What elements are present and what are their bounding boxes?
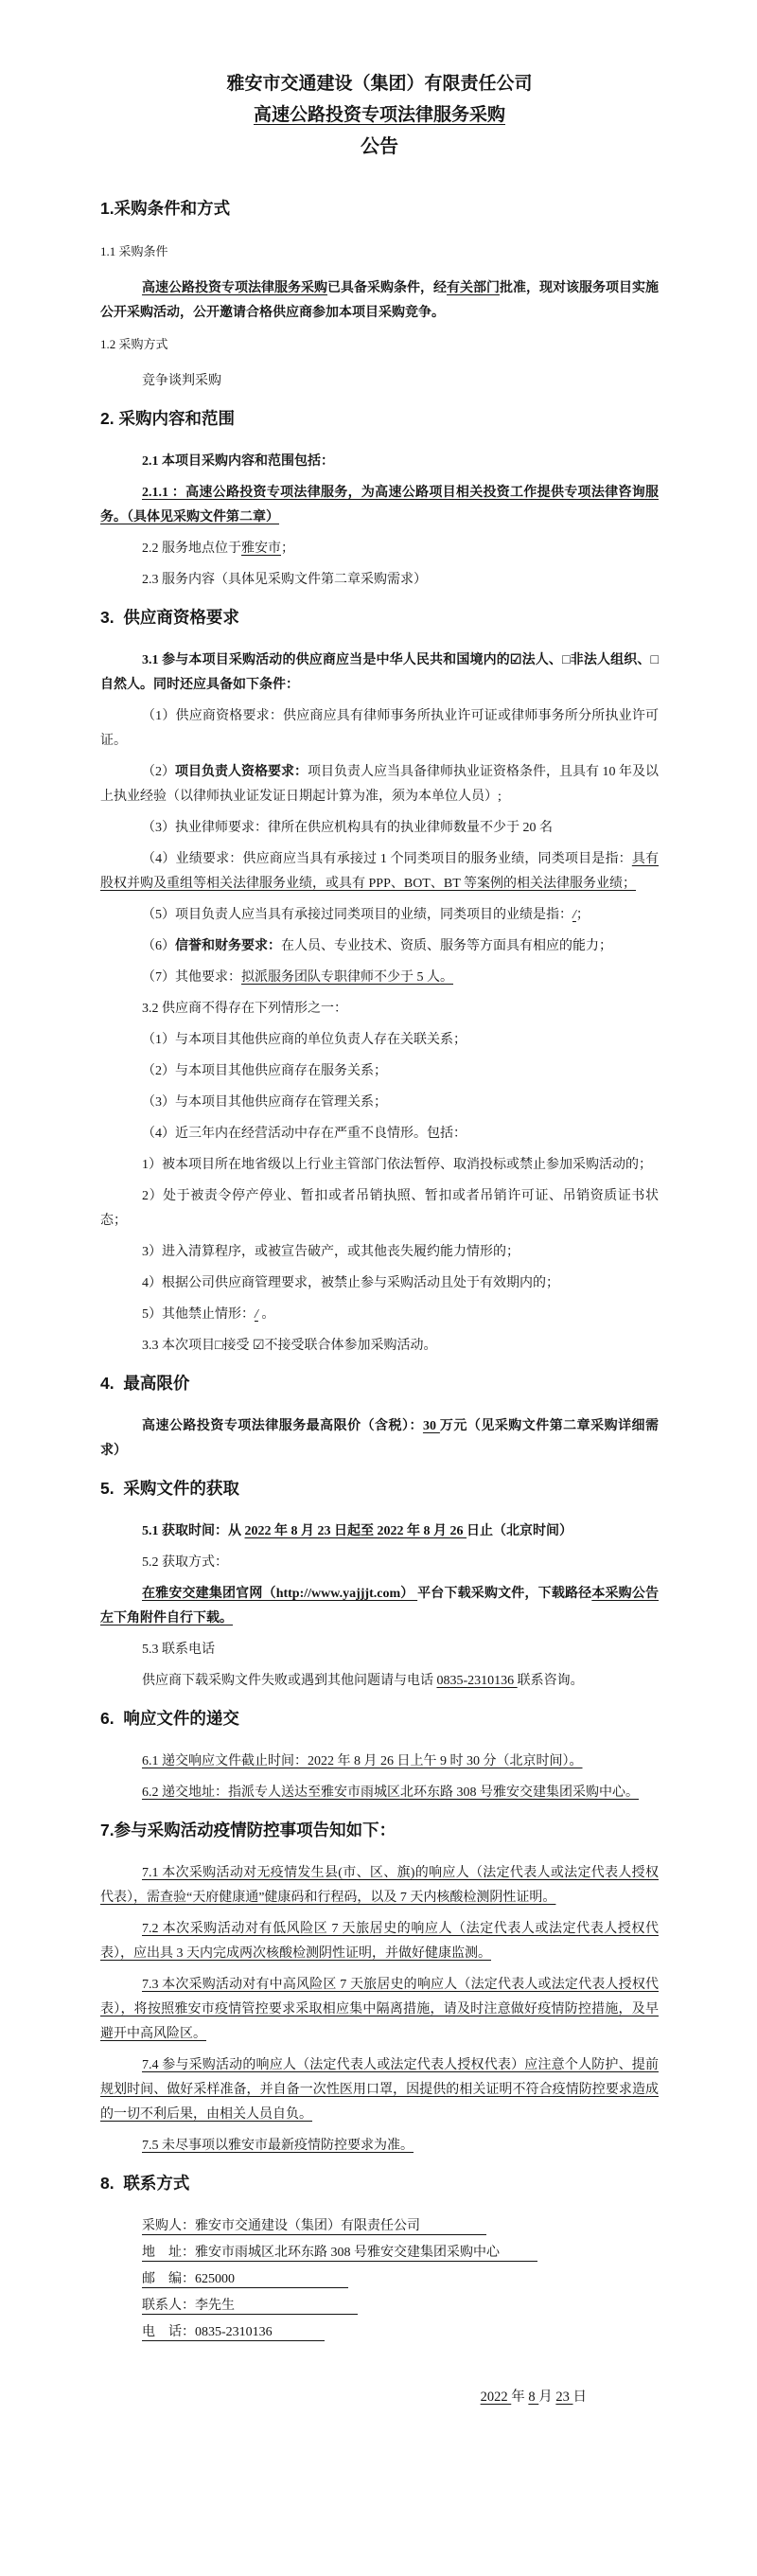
text-segment: 2.3 服务内容（具体见采购文件第二章采购需求）	[142, 573, 427, 587]
document-title-subject-line	[100, 99, 659, 131]
text-segment: 自然人。同时还应具备如下条件：	[100, 678, 299, 692]
text-segment: 2.1 本项目采购内容和范围包括：	[142, 454, 334, 469]
section-4-heading	[100, 1372, 659, 1395]
text-segment: 项目负责人应当具备律师执业证资格条件，且具有 10 年及以上执业经验（以律师执业证发证日期起计算为准，须为本单位人员）;	[100, 765, 659, 804]
clause-3-2-item-4-4	[100, 1271, 659, 1296]
text-segment: 6.1 递交响应文件截止时间：2022 年 8 月 26 日上午 9 时 30 分（北京时间）。	[142, 1754, 583, 1768]
text-segment: 3.2 供应商不得存在下列情形之一：	[142, 1002, 347, 1016]
text-segment: 法人、	[521, 653, 563, 667]
contact-postcode	[100, 2267, 659, 2292]
text-segment: 批准，现对该服务项目实施公开采购活动，公开邀请合格供应商参加本项目采购竞争。	[100, 281, 659, 320]
clause-2-2	[100, 537, 659, 561]
text-segment: 非法人组织、	[570, 653, 651, 667]
text-segment: 有关部门	[447, 281, 500, 295]
text-segment: 平台下载采购文件，下载路径	[417, 1587, 592, 1601]
text-segment: （4）业绩要求：供应商应当具有承接过 1 个同类项目的服务业绩，同类项目是指：	[142, 852, 632, 866]
text-segment: 采购人：雅安市交通建设（集团）有限责任公司	[142, 2219, 486, 2235]
text-segment: 5.2 获取方式：	[142, 1555, 228, 1570]
section-1-heading	[100, 197, 659, 221]
text-segment: 6.2 递交地址：指派专人送达至雅安市雨城区北环东路 308 号雅安交建集团采购中心。	[142, 1785, 639, 1800]
text-segment: （1）与本项目其他供应商的单位负责人存在关联关系；	[142, 1033, 467, 1047]
text-segment: 1.1 采购条件	[100, 244, 168, 258]
text-segment: 雅安市	[241, 542, 281, 556]
text-segment: 1.采购条件和方式	[100, 199, 231, 218]
text-segment: 2022	[480, 2389, 512, 2405]
text-segment: （3）与本项目其他供应商存在管理关系；	[142, 1095, 387, 1110]
contact-phone	[100, 2320, 659, 2345]
clause-1-1-text	[100, 276, 659, 326]
text-segment: （7）其他要求：	[142, 970, 241, 985]
text-segment: ；	[575, 908, 590, 922]
clause-3-1-item-7	[100, 966, 659, 990]
text-segment: /	[572, 908, 576, 922]
contact-purchaser	[100, 2214, 659, 2239]
clause-3-1-item-3	[100, 816, 659, 841]
text-segment: 7.2 本次采购活动对有低风险区 7 天旅居史的响应人（法定代表人或法定代表人授权代表），应出具 3 天内完成两次核酸检测阴性证明，并做好健康监测。	[100, 1922, 659, 1961]
clause-3-2-item-4-1	[100, 1153, 659, 1178]
clause-3-1-item-6	[100, 934, 659, 959]
text-segment: 地 址：雅安市雨城区北环东路 308 号雅安交建集团采购中心	[142, 2246, 537, 2262]
section-5-heading	[100, 1477, 659, 1501]
text-segment: 4）根据公司供应商管理要求，被禁止参与采购活动且处于有效期内的；	[142, 1276, 559, 1290]
clause-5-3-text	[100, 1669, 659, 1694]
text-segment: 4. 最高限价	[100, 1374, 190, 1393]
text-segment: 8	[528, 2389, 539, 2405]
contact-person	[100, 2294, 659, 2318]
clause-3-1-item-5	[100, 903, 659, 928]
text-segment: 7.5 未尽事项以雅安市最新疫情防控要求为准。	[142, 2139, 414, 2153]
text-segment: 5.1 获取时间：从	[142, 1524, 245, 1538]
unchecked-checkbox-icon: □	[215, 1339, 223, 1353]
clause-3-2-item-4-3	[100, 1240, 659, 1265]
text-segment: 7.参与采购活动疫情防控事项告知如下：	[100, 1821, 396, 1839]
text-segment: 2.2 服务地点位于	[142, 542, 241, 556]
text-segment: 3.3 本次项目	[142, 1339, 215, 1353]
text-segment: （1）供应商资格要求：供应商应具有律师事务所执业许可证或律师事务所分所执业许可证。	[100, 709, 659, 748]
clause-3-1-item-2	[100, 760, 659, 809]
clause-5-3-label	[100, 1638, 659, 1662]
section-2-heading	[100, 407, 659, 431]
clause-3-1	[100, 648, 659, 698]
document-title-company: 雅安市交通建设（集团）有限责任公司	[226, 74, 533, 94]
text-segment: 年	[511, 2389, 529, 2405]
text-segment: 1）被本项目所在地省级以上行业主管部门依法暂停、取消投标或禁止参加采购活动的；	[142, 1158, 652, 1172]
text-segment: 2.1.1 ：高速公路投资专项法律服务，为高速公路项目相关投资工作提供专项法律咨询服务。（具体见采购文件第二章）	[100, 486, 659, 524]
text-segment: （2）	[142, 765, 175, 779]
text-segment: （5）项目负责人应当具有承接过同类项目的业绩，同类项目的业绩是指：	[142, 908, 572, 922]
document-title-subject: 高速公路投资专项法律服务采购	[253, 105, 505, 125]
text-segment: 6. 响应文件的递交	[100, 1709, 239, 1728]
clause-3-1-item-1	[100, 704, 659, 754]
announcement-date	[100, 2385, 659, 2409]
text-segment: 月	[538, 2389, 556, 2405]
section-7-heading	[100, 1819, 659, 1842]
text-segment: 日	[572, 2389, 587, 2405]
section-3-heading	[100, 606, 659, 630]
contact-address	[100, 2241, 659, 2265]
clause-1-2-label	[100, 332, 659, 357]
text-segment: 不接受联合体参加采购活动。	[264, 1339, 437, 1353]
text-segment: 供应商下载采购文件失败或遇到其他问题请与电话	[142, 1674, 437, 1688]
text-segment: 联系人：李先生	[142, 2299, 358, 2315]
text-segment: 30	[422, 1419, 440, 1433]
clause-3-2-item-4	[100, 1122, 659, 1146]
text-segment: 23	[555, 2389, 573, 2405]
clause-3-2-item-3	[100, 1091, 659, 1115]
clause-2-3	[100, 568, 659, 593]
checked-checkbox-icon: ☑	[252, 1339, 265, 1353]
clause-5-2-text	[100, 1582, 659, 1631]
text-segment: 日止（北京时间）	[467, 1524, 572, 1538]
text-segment: （4）近三年内在经营活动中存在严重不良情形。包括：	[142, 1127, 467, 1141]
clause-6-1	[100, 1750, 659, 1774]
text-segment: ；	[281, 542, 294, 556]
text-segment: 8. 联系方式	[100, 2174, 190, 2193]
clause-3-2	[100, 997, 659, 1022]
text-segment: 2）处于被责令停产停业、暂扣或者吊销执照、暂扣或者吊销许可证、吊销资质证书状态；	[100, 1189, 659, 1228]
clause-3-2-item-1	[100, 1028, 659, 1053]
text-segment: 5.3 联系电话	[142, 1643, 215, 1657]
clause-3-2-item-4-5	[100, 1303, 659, 1327]
text-segment: 项目负责人资格要求：	[175, 765, 308, 779]
text-segment: 已具备采购条件，经	[327, 281, 447, 295]
text-segment: 2022 年 8 月 23 日起至 2022 年 8 月 26	[244, 1524, 467, 1538]
text-segment: 5. 采购文件的获取	[100, 1479, 239, 1498]
document-body	[100, 197, 659, 2409]
text-segment: 7.4 参与采购活动的响应人（法定代表人或法定代表人授权代表）应注意个人防护、提前规划时间、做好采样准备，并自备一次性医用口罩，因提供的相关证明不符合疫情防控要求造成的一切不利后果，由相关人员自负。	[100, 2058, 659, 2122]
phone-number: 0835-2310136	[436, 1674, 518, 1688]
document-title-type: 公告	[361, 136, 398, 157]
clause-3-2-item-4-2	[100, 1184, 659, 1234]
unchecked-checkbox-icon: □	[562, 653, 571, 667]
text-segment: （2）与本项目其他供应商存在服务关系；	[142, 1064, 387, 1078]
section-6-heading	[100, 1707, 659, 1731]
text-segment: 本采购公告左下角附件自行下载。	[100, 1587, 660, 1626]
checked-checkbox-icon: ☑	[509, 653, 522, 667]
clause-7-4	[100, 2053, 659, 2127]
clause-7-1	[100, 1861, 659, 1910]
text-segment: 万元（见采购文件第二章采购详细需求）	[100, 1419, 660, 1458]
clause-6-2	[100, 1781, 659, 1805]
clause-5-2-label	[100, 1551, 659, 1575]
text-segment: 3. 供应商资格要求	[100, 608, 239, 627]
clause-7-3	[100, 1973, 659, 2047]
clause-3-2-item-2	[100, 1059, 659, 1084]
clause-7-2	[100, 1917, 659, 1966]
text-segment: 7.1 本次采购活动对无疫情发生县(市、区、旗)的响应人（法定代表人或法定代表人授权代表），需查验“天府健康通”健康码和行程码，以及 7 天内核酸检测阴性证明。	[100, 1866, 659, 1905]
text-segment: （6）	[142, 939, 175, 953]
text-segment: 在人员、专业技术、资质、服务等方面具有相应的能力；	[281, 939, 612, 953]
clause-5-1	[100, 1519, 659, 1544]
text-segment: 7.3 本次采购活动对有中高风险区 7 天旅居史的响应人（法定代表人或法定代表人授权代表），将按照雅安市疫情管控要求采取相应集中隔离措施，请及时注意做好疫情防控措施，及早避开中高风险区。	[100, 1978, 659, 2041]
text-segment: 电 话：0835-2310136	[142, 2325, 325, 2341]
clause-1-1-label	[100, 240, 659, 264]
clause-4-text	[100, 1414, 659, 1464]
text-segment: 高速公路投资专项法律服务最高限价（含税）：	[142, 1419, 423, 1433]
text-segment: 联系咨询。	[517, 1674, 584, 1688]
text-segment: 高速公路投资专项法律服务采购	[142, 281, 327, 295]
clause-2-1-1	[100, 481, 659, 530]
clause-3-1-item-4	[100, 847, 659, 897]
text-segment: 接受	[222, 1339, 253, 1353]
text-segment: 邮 编：625000	[142, 2272, 348, 2288]
text-segment: 。	[257, 1307, 275, 1322]
text-segment: 竞争谈判采购	[142, 374, 221, 388]
unchecked-checkbox-icon: □	[650, 653, 660, 667]
text-segment: 2. 采购内容和范围	[100, 409, 235, 428]
section-8-heading	[100, 2172, 659, 2195]
text-segment: 3.1 参与本项目采购活动的供应商应当是中华人民共和国境内的	[142, 653, 510, 667]
text-segment: 信誉和财务要求：	[175, 939, 281, 953]
text-segment: 具有股权并购及重组等相关法律服务业绩，或具有 PPP、BOT、BT 等案例的相关法律服务业绩；	[100, 852, 660, 891]
text-segment: 3）进入清算程序，或被宣告破产，或其他丧失履约能力情形的；	[142, 1245, 519, 1259]
website-link: 在雅安交建集团官网（http://www.yajjjt.com）	[142, 1587, 418, 1601]
text-segment: 拟派服务团队专职律师不少于 5 人。	[241, 970, 453, 985]
text-segment: 5）其他禁止情形：	[142, 1307, 255, 1322]
clause-3-3	[100, 1334, 659, 1359]
clause-7-5	[100, 2134, 659, 2159]
text-segment: 1.2 采购方式	[100, 337, 168, 351]
clause-2-1	[100, 450, 659, 474]
text-segment: /	[255, 1307, 258, 1322]
text-segment: （3）执业律师要求：律所在供应机构具有的执业律师数量不少于 20 名	[142, 821, 553, 835]
clause-1-2-text	[100, 369, 659, 394]
